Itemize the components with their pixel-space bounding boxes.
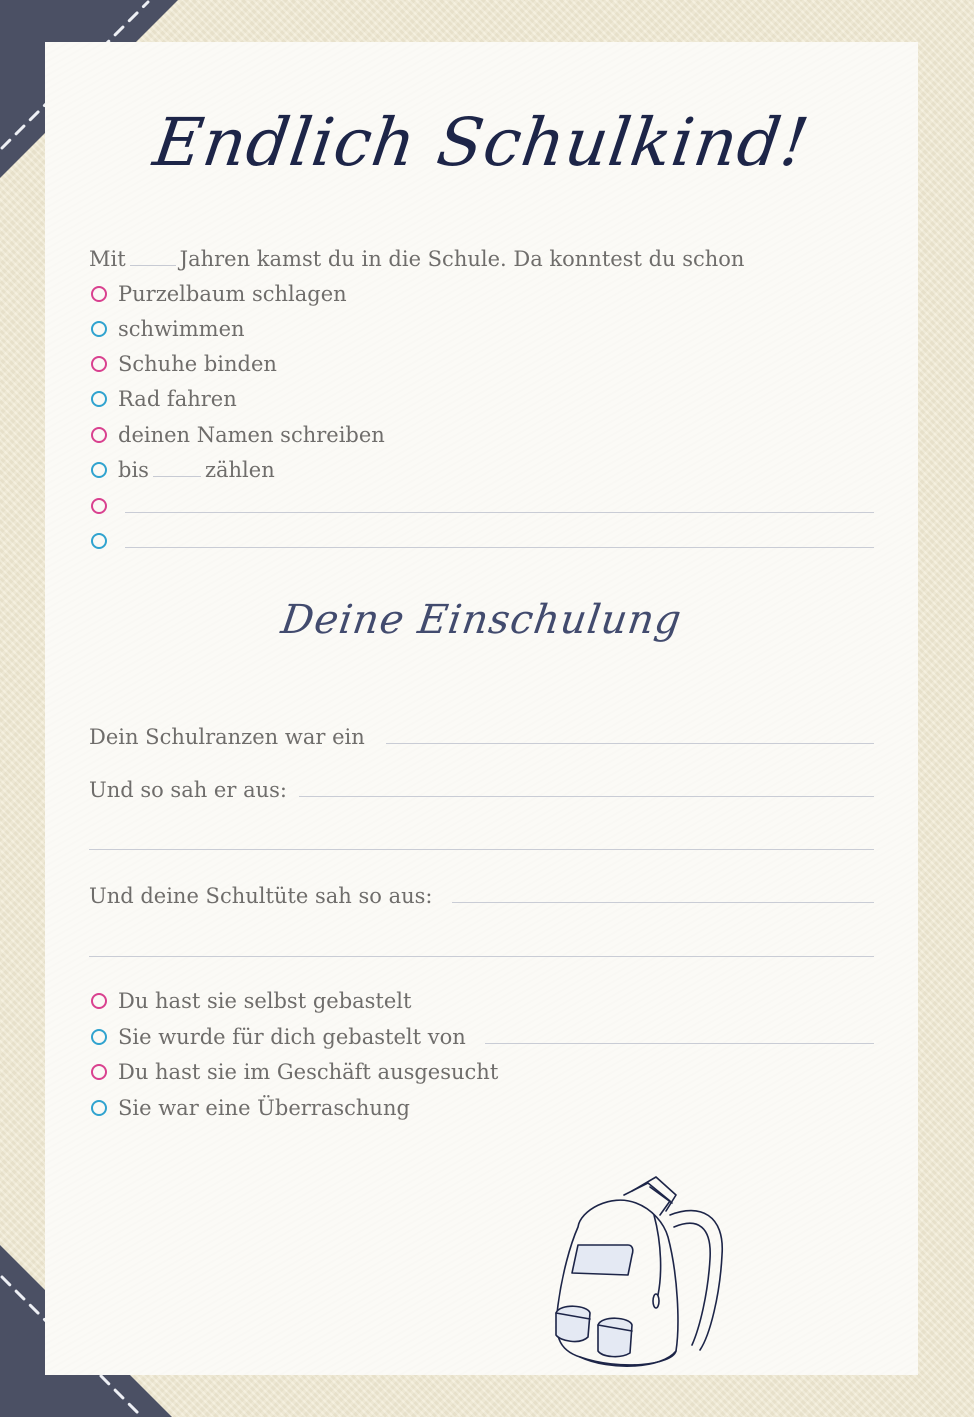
skill-label: Schuhe binden (118, 352, 277, 376)
cone-field-2[interactable] (89, 956, 874, 957)
checkbox-selbst[interactable] (91, 993, 107, 1009)
skill-label: schwimmen (118, 317, 245, 341)
schoolbag-look-field[interactable] (299, 796, 874, 797)
custom-skill-line-2[interactable] (125, 547, 874, 548)
intro-suffix: Jahren kamst du in die Schule. Da konntest du schon (179, 247, 745, 271)
intro-prefix: Mit (89, 247, 126, 271)
checkbox-namen[interactable] (91, 427, 107, 443)
cone-label: Und deine Schultüte sah so aus: (89, 884, 433, 908)
cone-option-label: Sie war eine Überraschung (118, 1096, 410, 1120)
checkbox-schuhe[interactable] (91, 356, 107, 372)
checkbox-schwimmen[interactable] (91, 321, 107, 337)
schoolbag-label: Dein Schulranzen war ein (89, 725, 365, 749)
schoolbag-field[interactable] (386, 743, 874, 744)
cone-field[interactable] (452, 902, 874, 903)
skill-label: deinen Namen schreiben (118, 423, 385, 447)
checkbox-purzelbaum[interactable] (91, 286, 107, 302)
checkbox-zaehlen[interactable] (91, 462, 107, 478)
checkbox-gebastelt-von[interactable] (91, 1029, 107, 1045)
checkbox-custom-2[interactable] (91, 533, 107, 549)
age-blank[interactable] (130, 261, 176, 266)
maker-field[interactable] (485, 1043, 874, 1044)
intro-line (89, 247, 744, 271)
count-blank[interactable] (153, 472, 201, 477)
cone-option-label: Du hast sie selbst gebastelt (118, 989, 412, 1013)
skill-label: Purzelbaum schlagen (118, 282, 347, 306)
cone-option-label: Du hast sie im Geschäft ausgesucht (118, 1060, 499, 1084)
section-title: Deine Einschulung (278, 597, 685, 643)
checkbox-geschaeft[interactable] (91, 1064, 107, 1080)
checkbox-ueberraschung[interactable] (91, 1100, 107, 1116)
cone-option-label: Sie wurde für dich gebastelt von (118, 1025, 466, 1049)
skill-label-count (118, 458, 275, 482)
checkbox-custom-1[interactable] (91, 498, 107, 514)
schoolbag-look-field-2[interactable] (89, 849, 874, 850)
schoolbag-look-label: Und so sah er aus: (89, 778, 287, 802)
count-suffix: zählen (204, 458, 275, 482)
skill-label: Rad fahren (118, 387, 237, 411)
form-card (45, 42, 918, 1375)
page-title: Endlich Schulkind! (148, 104, 815, 181)
checkbox-rad[interactable] (91, 391, 107, 407)
school-backpack-icon (550, 1175, 730, 1375)
custom-skill-line-1[interactable] (125, 512, 874, 513)
count-prefix: bis (118, 458, 149, 482)
